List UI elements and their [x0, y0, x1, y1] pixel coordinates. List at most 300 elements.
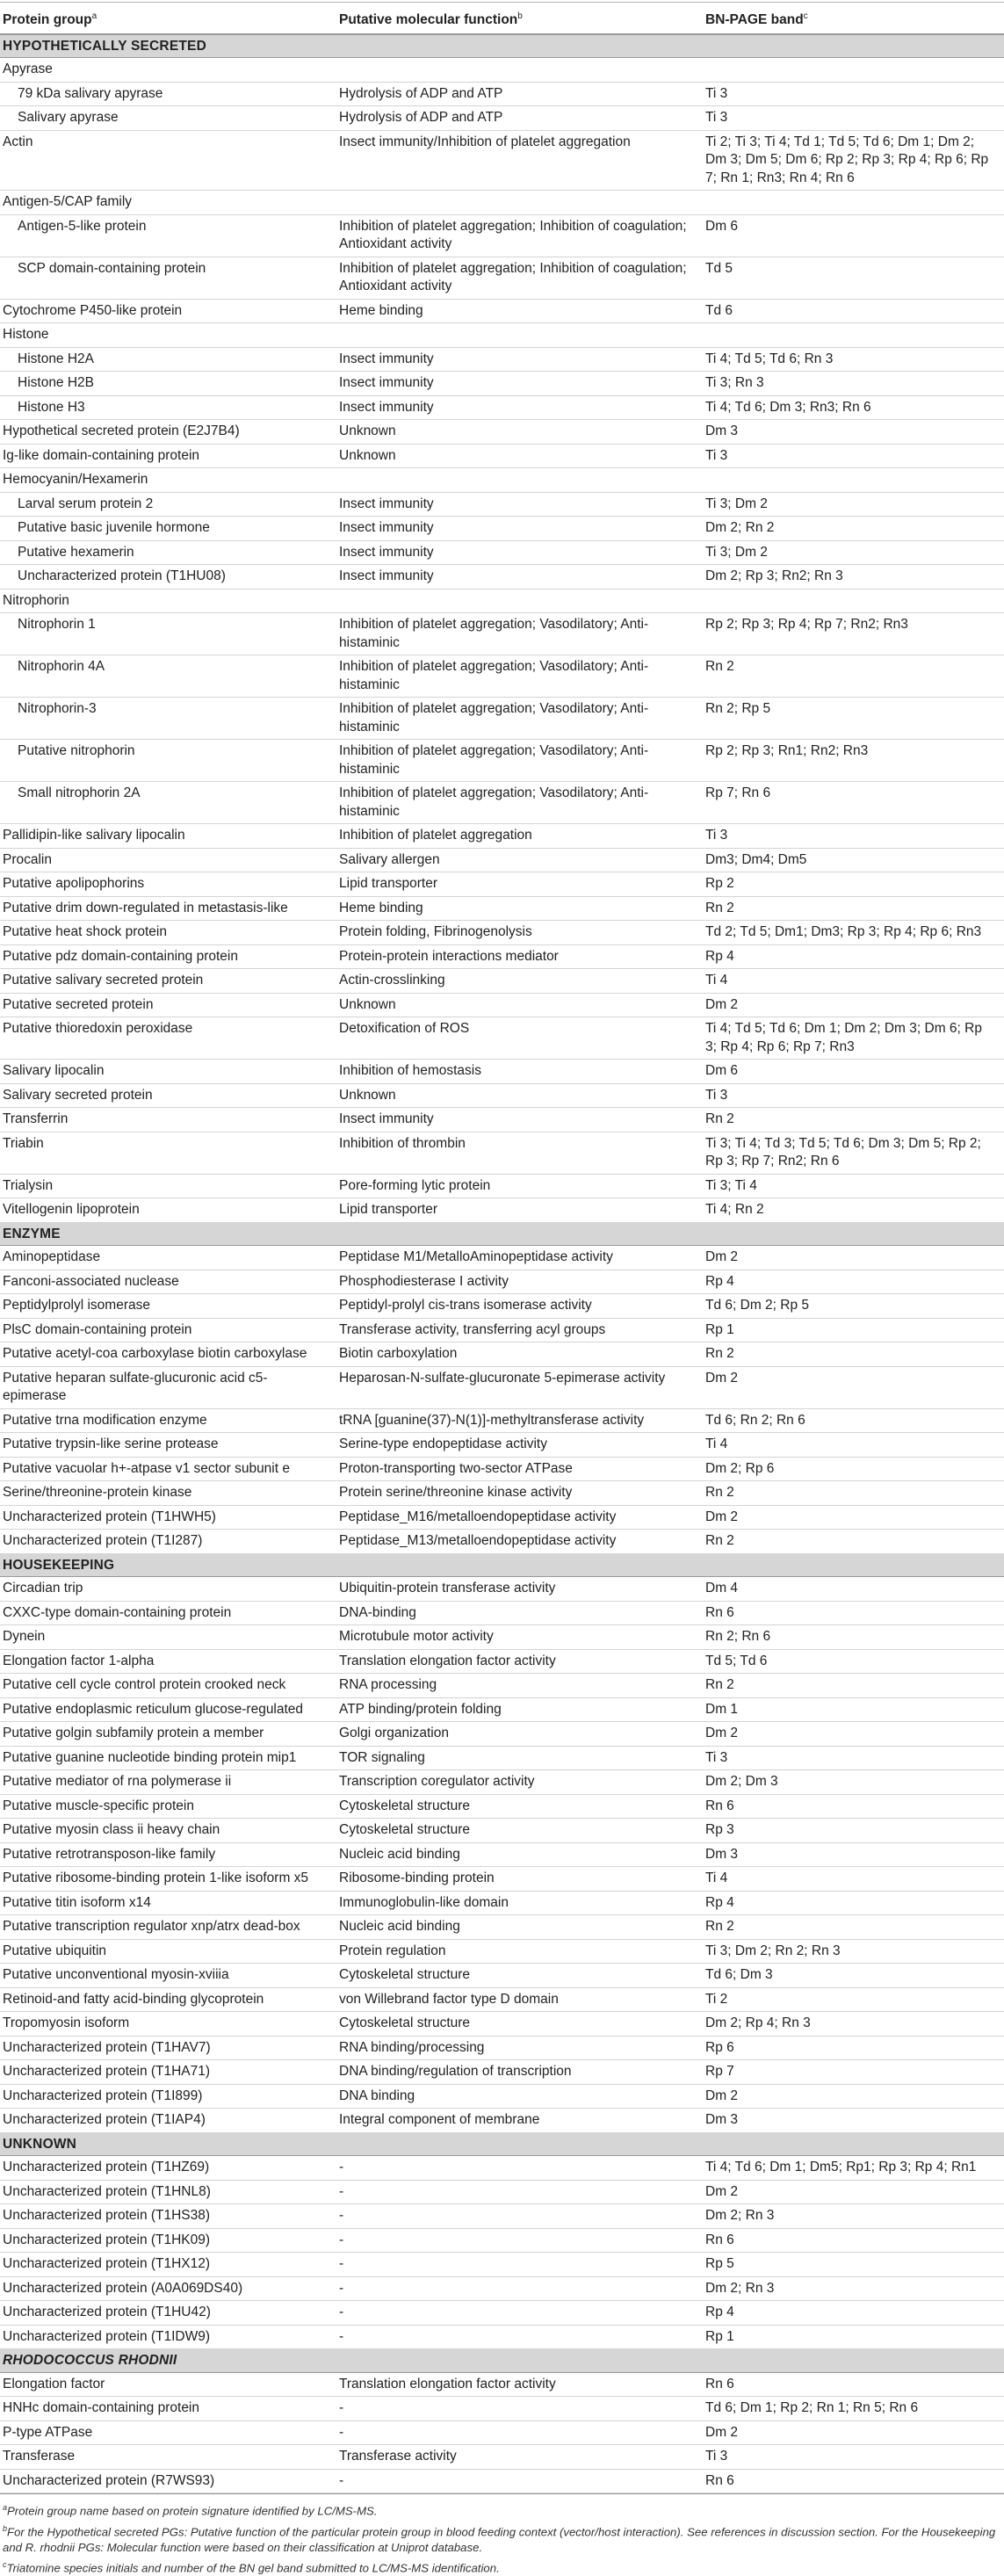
bn-page-band-cell: Rn 2	[703, 1674, 1004, 1698]
protein-group-cell: Putative unconventional myosin-xviiia	[0, 1964, 336, 1988]
section-title: HOUSEKEEPING	[0, 1553, 1004, 1577]
protein-group-cell: Ig-like domain-containing protein	[0, 444, 336, 468]
protein-group-cell: Actin	[0, 130, 336, 191]
molecular-function-cell: Unknown	[336, 1083, 703, 1108]
molecular-function-cell: Immunoglobulin-like domain	[336, 1891, 703, 1915]
table-row	[0, 740, 1004, 782]
bn-page-band-cell: Rn 6	[703, 2372, 1004, 2397]
molecular-function-cell: Insect immunity	[336, 492, 703, 517]
table-row	[0, 1964, 1004, 1988]
molecular-function-cell: Inhibition of hemostasis	[336, 1060, 703, 1084]
bn-page-band-cell: Td 5; Td 6	[703, 1649, 1004, 1674]
table-row	[0, 82, 1004, 106]
protein-group-cell: Hypothetical secreted protein (E2J7B4)	[0, 420, 336, 445]
bn-page-band-cell: Rn 2	[703, 1342, 1004, 1367]
bn-page-band-cell: Rn 6	[703, 1601, 1004, 1625]
bn-page-band-cell: Ti 3	[703, 2445, 1004, 2470]
molecular-function-cell: Pore-forming lytic protein	[336, 1174, 703, 1198]
bn-page-band-cell: Rn 2	[703, 1915, 1004, 1940]
table-row	[0, 782, 1004, 824]
bn-page-band-cell: Td 6	[703, 299, 1004, 323]
bn-page-band-cell: Ti 3	[703, 444, 1004, 468]
protein-group-cell: Circadian trip	[0, 1577, 336, 1602]
table-row	[0, 1108, 1004, 1132]
protein-group-cell: P-type ATPase	[0, 2420, 336, 2445]
table-row	[0, 540, 1004, 565]
protein-group-cell: Putative mediator of rna polymerase ii	[0, 1770, 336, 1795]
bn-page-band-cell: Dm 2	[703, 1505, 1004, 1530]
bn-page-band-cell: Ti 2	[703, 1987, 1004, 2012]
bn-page-band-cell: Rp 4	[703, 2301, 1004, 2326]
molecular-function-cell: Protein serine/threonine kinase activity	[336, 1481, 703, 1506]
table-row	[0, 1433, 1004, 1458]
protein-group-cell: CXXC-type domain-containing protein	[0, 1601, 336, 1625]
protein-group-cell: Putative secreted protein	[0, 993, 336, 1017]
table-row	[0, 1794, 1004, 1819]
table-row	[0, 2397, 1004, 2421]
molecular-function-cell: Unknown	[336, 993, 703, 1017]
table-row	[0, 257, 1004, 299]
header-bn-page-band: BN-PAGE band$^c$	[703, 3, 1004, 34]
bn-page-band-cell: Dm 3	[703, 2109, 1004, 2133]
protein-group-cell: Cytochrome P450-like protein	[0, 299, 336, 323]
table-row	[0, 2084, 1004, 2109]
table-row	[0, 565, 1004, 590]
table-row	[0, 58, 1004, 83]
table-row	[0, 1505, 1004, 1530]
molecular-function-cell: Translation elongation factor activity	[336, 1649, 703, 1674]
protein-group-cell: Putative guanine nucleotide binding protein mip1	[0, 1746, 336, 1770]
protein-group-cell: Putative heparan sulfate-glucuronic acid c5-epimerase	[0, 1366, 336, 1408]
protein-group-cell: Elongation factor 1-alpha	[0, 1649, 336, 1674]
molecular-function-cell: -	[336, 2325, 703, 2349]
molecular-function-cell: Cytoskeletal structure	[336, 2012, 703, 2037]
molecular-function-cell: Inhibition of platelet aggregation	[336, 824, 703, 849]
bn-page-band-cell: Dm 6	[703, 1060, 1004, 1084]
table-row	[0, 1746, 1004, 1770]
molecular-function-cell: -	[336, 2469, 703, 2493]
table-row	[0, 1915, 1004, 1940]
bn-page-band-cell: Dm 2	[703, 2084, 1004, 2109]
molecular-function-cell: Serine-type endopeptidase activity	[336, 1433, 703, 1458]
table-row	[0, 395, 1004, 420]
molecular-function-cell: ATP binding/protein folding	[336, 1697, 703, 1722]
table-row	[0, 655, 1004, 698]
table-row	[0, 1198, 1004, 1223]
molecular-function-cell: Ribosome-binding protein	[336, 1867, 703, 1892]
molecular-function-cell: Inhibition of platelet aggregation; Vasodilatory; Anti-histaminic	[336, 782, 703, 824]
table-row	[0, 130, 1004, 191]
table-row	[0, 2445, 1004, 2470]
bn-page-band-cell: Dm 2; Rp 3; Rn2; Rn 3	[703, 565, 1004, 590]
molecular-function-cell: Insect immunity	[336, 517, 703, 541]
molecular-function-cell: Proton-transporting two-sector ATPase	[336, 1457, 703, 1481]
bn-page-band-cell: Rn 2	[703, 655, 1004, 698]
bn-page-band-cell: Rp 2	[703, 872, 1004, 897]
bn-page-band-cell: Dm 2; Rn 2	[703, 517, 1004, 541]
protein-group-cell: Uncharacterized protein (T1IAP4)	[0, 2109, 336, 2133]
table-row	[0, 1697, 1004, 1722]
table-row	[0, 1867, 1004, 1892]
molecular-function-cell: -	[336, 2301, 703, 2326]
protein-group-cell: Nitrophorin-3	[0, 698, 336, 740]
protein-group-cell: Salivary secreted protein	[0, 1083, 336, 1108]
table-row	[0, 492, 1004, 517]
bn-page-band-cell: Ti 3	[703, 824, 1004, 849]
bn-page-band-cell: Ti 3; Ti 4	[703, 1174, 1004, 1198]
bn-page-band-cell: Rp 7; Rn 6	[703, 782, 1004, 824]
protein-group-cell: Uncharacterized protein (T1HX12)	[0, 2253, 336, 2277]
section-title: HYPOTHETICALLY SECRETED	[0, 34, 1004, 58]
protein-group-cell: Uncharacterized protein (T1HU42)	[0, 2301, 336, 2326]
bn-page-band-cell: Dm 2; Rp 6	[703, 1457, 1004, 1481]
molecular-function-cell: Protein folding, Fibrinogenolysis	[336, 921, 703, 945]
bn-page-band-cell: Ti 4; Td 6; Dm 3; Rn3; Rn 6	[703, 395, 1004, 420]
table-row	[0, 1577, 1004, 1602]
table-row	[0, 1366, 1004, 1408]
table-row	[0, 896, 1004, 921]
protein-group-cell: Antigen-5/CAP family	[0, 191, 336, 215]
footnote	[3, 2521, 1001, 2556]
molecular-function-cell: Transcription coregulator activity	[336, 1770, 703, 1795]
molecular-function-cell: Biotin carboxylation	[336, 1342, 703, 1367]
protein-group-cell: Putative endoplasmic reticulum glucose-regulated	[0, 1697, 336, 1722]
molecular-function-cell: Salivary allergen	[336, 848, 703, 872]
molecular-function-cell: Lipid transporter	[336, 872, 703, 897]
protein-group-cell: Peptidylprolyl isomerase	[0, 1294, 336, 1319]
protein-group-cell: Putative apolipophorins	[0, 872, 336, 897]
bn-page-band-cell: Td 6; Dm 1; Rp 2; Rn 1; Rn 5; Rn 6	[703, 2397, 1004, 2421]
table-row	[0, 444, 1004, 468]
bn-page-band-cell: Ti 4; Rn 2	[703, 1198, 1004, 1223]
bn-page-band-cell: Rp 2; Rp 3; Rn1; Rn2; Rn3	[703, 740, 1004, 782]
bn-page-band-cell: Rn 6	[703, 2469, 1004, 2493]
protein-group-cell: Uncharacterized protein (T1HS38)	[0, 2204, 336, 2229]
protein-group-cell: Putative drim down-regulated in metastasis-like	[0, 896, 336, 921]
protein-group-cell: Uncharacterized protein (T1I899)	[0, 2084, 336, 2109]
molecular-function-cell: Transferase activity, transferring acyl groups	[336, 1318, 703, 1342]
protein-group-cell: Putative vacuolar h+-atpase v1 sector subunit e	[0, 1457, 336, 1481]
table-row	[0, 1939, 1004, 1964]
table-footnotes	[0, 2493, 1004, 2576]
protein-group-cell: Putative pdz domain-containing protein	[0, 944, 336, 969]
molecular-function-cell: Inhibition of platelet aggregation; Vasodilatory; Anti-histaminic	[336, 655, 703, 698]
protein-group-cell: Uncharacterized protein (T1I287)	[0, 1530, 336, 1554]
molecular-function-cell: -	[336, 2156, 703, 2181]
table-row	[0, 2204, 1004, 2229]
bn-page-band-cell: Rp 4	[703, 1891, 1004, 1915]
protein-group-cell: Putative nitrophorin	[0, 740, 336, 782]
molecular-function-cell: Unknown	[336, 444, 703, 468]
table-row	[0, 1481, 1004, 1506]
bn-page-band-cell: Rp 4	[703, 1270, 1004, 1294]
protein-group-cell: Antigen-5-like protein	[0, 214, 336, 257]
table-row	[0, 2060, 1004, 2085]
section-header	[0, 2349, 1004, 2373]
table-row	[0, 2420, 1004, 2445]
molecular-function-cell: Inhibition of platelet aggregation; Vasodilatory; Anti-histaminic	[336, 698, 703, 740]
molecular-function-cell: Inhibition of platelet aggregation; Vasodilatory; Anti-histaminic	[336, 613, 703, 655]
table-row	[0, 1342, 1004, 1367]
table-row	[0, 824, 1004, 849]
bn-page-band-cell: Dm 2; Rn 3	[703, 2204, 1004, 2229]
molecular-function-cell: Integral component of membrane	[336, 2109, 703, 2133]
table-row	[0, 2012, 1004, 2037]
table-row	[0, 993, 1004, 1017]
molecular-function-cell: DNA-binding	[336, 1601, 703, 1625]
protein-group-cell: Histone	[0, 323, 336, 348]
molecular-function-cell: -	[336, 2180, 703, 2204]
molecular-function-cell: Cytoskeletal structure	[336, 1964, 703, 1988]
molecular-function-cell	[336, 58, 703, 83]
protein-group-cell: Putative cell cycle control protein crooked neck	[0, 1674, 336, 1698]
table-row	[0, 1457, 1004, 1481]
protein-group-cell: Putative muscle-specific protein	[0, 1794, 336, 1819]
protein-group-cell: Putative myosin class ii heavy chain	[0, 1819, 336, 1843]
footnote-text: Protein group name based on protein signature identified by LC/MS-MS.	[7, 2504, 378, 2518]
bn-page-band-cell: Rn 6	[703, 1794, 1004, 1819]
protein-group-cell: Larval serum protein 2	[0, 492, 336, 517]
molecular-function-cell: Insect immunity/Inhibition of platelet aggregation	[336, 130, 703, 191]
table-row	[0, 299, 1004, 323]
bn-page-band-cell: Ti 4	[703, 969, 1004, 994]
protein-group-table	[0, 2, 1004, 2493]
protein-group-cell: SCP domain-containing protein	[0, 257, 336, 299]
bn-page-band-cell: Ti 3; Dm 2	[703, 492, 1004, 517]
protein-group-cell: Tropomyosin isoform	[0, 2012, 336, 2037]
protein-group-cell: Uncharacterized protein (T1HZ69)	[0, 2156, 336, 2181]
bn-page-band-cell: Td 5	[703, 257, 1004, 299]
protein-group-cell: Putative retrotransposon-like family	[0, 1842, 336, 1867]
header-protein-group: Protein group$^a$	[0, 3, 336, 34]
molecular-function-cell: Microtubule motor activity	[336, 1625, 703, 1650]
bn-page-band-cell: Rn 2	[703, 1530, 1004, 1554]
section-title: RHODOCOCCUS RHODNII	[0, 2349, 1004, 2373]
bn-page-band-cell: Ti 4; Td 5; Td 6; Rn 3	[703, 347, 1004, 372]
protein-group-cell: Uncharacterized protein (T1HU08)	[0, 565, 336, 590]
protein-group-cell: HNHc domain-containing protein	[0, 2397, 336, 2421]
molecular-function-cell: Hydrolysis of ADP and ATP	[336, 106, 703, 131]
molecular-function-cell: Golgi organization	[336, 1722, 703, 1747]
protein-group-cell: Histone H2A	[0, 347, 336, 372]
molecular-function-cell: Insect immunity	[336, 372, 703, 396]
bn-page-band-cell: Rp 1	[703, 1318, 1004, 1342]
bn-page-band-cell: Td 6; Dm 3	[703, 1964, 1004, 1988]
table-row	[0, 2301, 1004, 2326]
table-row	[0, 1722, 1004, 1747]
molecular-function-cell: RNA processing	[336, 1674, 703, 1698]
molecular-function-cell: Peptidase_M16/metalloendopeptidase activity	[336, 1505, 703, 1530]
protein-group-cell: Elongation factor	[0, 2372, 336, 2397]
bn-page-band-cell: Dm 1	[703, 1697, 1004, 1722]
bn-page-band-cell: Rp 1	[703, 2325, 1004, 2349]
bn-page-band-cell	[703, 323, 1004, 348]
molecular-function-cell: tRNA [guanine(37)-N(1)]-methyltransferase activity	[336, 1408, 703, 1433]
protein-group-cell: Hemocyanin/Hexamerin	[0, 468, 336, 493]
table-row	[0, 1132, 1004, 1174]
bn-page-band-cell: Td 6; Rn 2; Rn 6	[703, 1408, 1004, 1433]
protein-group-cell: Putative trypsin-like serine protease	[0, 1433, 336, 1458]
molecular-function-cell: Heme binding	[336, 896, 703, 921]
protein-group-cell: Putative transcription regulator xnp/atrx dead-box	[0, 1915, 336, 1940]
bn-page-band-cell: Rp 2; Rp 3; Rp 4; Rp 7; Rn2; Rn3	[703, 613, 1004, 655]
protein-group-cell: Apyrase	[0, 58, 336, 83]
bn-page-band-cell: Rn 2	[703, 1481, 1004, 1506]
molecular-function-cell: Detoxification of ROS	[336, 1017, 703, 1060]
table-row	[0, 1270, 1004, 1294]
molecular-function-cell: -	[336, 2228, 703, 2253]
protein-group-cell: Procalin	[0, 848, 336, 872]
molecular-function-cell: -	[336, 2276, 703, 2301]
protein-group-cell: Putative heat shock protein	[0, 921, 336, 945]
table-row	[0, 323, 1004, 348]
section-title: UNKNOWN	[0, 2132, 1004, 2156]
table-body	[0, 34, 1004, 2493]
protein-group-cell: Fanconi-associated nuclease	[0, 1270, 336, 1294]
table-row	[0, 2325, 1004, 2349]
protein-group-cell: Putative salivary secreted protein	[0, 969, 336, 994]
table-row	[0, 1891, 1004, 1915]
bn-page-band-cell: Dm 2	[703, 1722, 1004, 1747]
molecular-function-cell: Protein-protein interactions mediator	[336, 944, 703, 969]
molecular-function-cell: Insect immunity	[336, 565, 703, 590]
bn-page-band-cell: Dm3; Dm4; Dm5	[703, 848, 1004, 872]
protein-group-cell: Putative thioredoxin peroxidase	[0, 1017, 336, 1060]
molecular-function-cell: TOR signaling	[336, 1746, 703, 1770]
protein-group-cell: Salivary lipocalin	[0, 1060, 336, 1084]
molecular-function-cell	[336, 323, 703, 348]
protein-group-cell: Aminopeptidase	[0, 1246, 336, 1270]
table-row	[0, 106, 1004, 131]
table-row	[0, 2372, 1004, 2397]
bn-page-band-cell: Ti 4; Td 5; Td 6; Dm 1; Dm 2; Dm 3; Dm 6; Rp 3; Rp 4; Rp 6; Rp 7; Rn3	[703, 1017, 1004, 1060]
table-row	[0, 1987, 1004, 2012]
bn-page-band-cell: Rp 6	[703, 2036, 1004, 2060]
bn-page-band-cell: Ti 4; Td 6; Dm 1; Dm5; Rp1; Rp 3; Rp 4; Rn1	[703, 2156, 1004, 2181]
molecular-function-cell: Protein regulation	[336, 1939, 703, 1964]
molecular-function-cell: Peptidase M1/MetalloAminopeptidase activity	[336, 1246, 703, 1270]
footnote	[3, 2557, 1001, 2576]
molecular-function-cell: Heparosan-N-sulfate-glucuronate 5-epimerase activity	[336, 1366, 703, 1408]
bn-page-band-cell: Ti 3	[703, 106, 1004, 131]
protein-group-cell: Transferase	[0, 2445, 336, 2470]
bn-page-band-cell	[703, 589, 1004, 613]
footnote-marker: b	[3, 2523, 8, 2533]
table-row	[0, 420, 1004, 445]
protein-group-cell: Nitrophorin 1	[0, 613, 336, 655]
molecular-function-cell: -	[336, 2253, 703, 2277]
molecular-function-cell: Lipid transporter	[336, 1198, 703, 1223]
bn-page-band-cell: Rp 7	[703, 2060, 1004, 2085]
table-row	[0, 589, 1004, 613]
protein-group-cell: Retinoid-and fatty acid-binding glycoprotein	[0, 1987, 336, 2012]
bn-page-band-cell: Td 2; Td 5; Dm1; Dm3; Rp 3; Rp 4; Rp 6; Rn3	[703, 921, 1004, 945]
table-row	[0, 1318, 1004, 1342]
bn-page-band-cell: Dm 3	[703, 420, 1004, 445]
protein-group-cell: Uncharacterized protein (T1HAV7)	[0, 2036, 336, 2060]
protein-group-cell: Uncharacterized protein (R7WS93)	[0, 2469, 336, 2493]
molecular-function-cell: von Willebrand factor type D domain	[336, 1987, 703, 2012]
bn-page-band-cell	[703, 468, 1004, 493]
protein-group-cell: Uncharacterized protein (T1IDW9)	[0, 2325, 336, 2349]
table-header-row	[0, 3, 1004, 34]
table-row	[0, 372, 1004, 396]
table-row	[0, 347, 1004, 372]
bn-page-band-cell: Ti 3; Dm 2	[703, 540, 1004, 565]
bn-page-band-cell: Ti 3; Dm 2; Rn 2; Rn 3	[703, 1939, 1004, 1964]
protein-group-cell: Triabin	[0, 1132, 336, 1174]
bn-page-band-cell: Rn 6	[703, 2228, 1004, 2253]
molecular-function-cell	[336, 589, 703, 613]
bn-page-band-cell: Rp 5	[703, 2253, 1004, 2277]
bn-page-band-cell: Rn 2; Rp 5	[703, 698, 1004, 740]
header-molecular-function: Putative molecular function$^b$	[336, 3, 703, 34]
molecular-function-cell: Unknown	[336, 420, 703, 445]
bn-page-band-cell: Ti 3	[703, 82, 1004, 106]
bn-page-band-cell: Ti 4	[703, 1867, 1004, 1892]
table-row	[0, 1819, 1004, 1843]
section-header	[0, 1222, 1004, 1246]
molecular-function-cell: Insect immunity	[336, 347, 703, 372]
footnote-marker: a	[3, 2503, 8, 2513]
table-row	[0, 921, 1004, 945]
bn-page-band-cell: Dm 2	[703, 1366, 1004, 1408]
bn-page-band-cell: Ti 3	[703, 1083, 1004, 1108]
molecular-function-cell: Inhibition of thrombin	[336, 1132, 703, 1174]
protein-group-cell: Uncharacterized protein (A0A069DS40)	[0, 2276, 336, 2301]
protein-group-cell: Putative acetyl-coa carboxylase biotin carboxylase	[0, 1342, 336, 1367]
molecular-function-cell: Insect immunity	[336, 395, 703, 420]
molecular-function-cell: Peptidyl-prolyl cis-trans isomerase activity	[336, 1294, 703, 1319]
protein-group-cell: Putative ribosome-binding protein 1-like isoform x5	[0, 1867, 336, 1892]
table-row	[0, 848, 1004, 872]
table-row	[0, 2156, 1004, 2181]
protein-group-cell: 79 kDa salivary apyrase	[0, 82, 336, 106]
footnote-text: Triatomine species initials and number of the BN gel band submitted to LC/MS-MS identification.	[6, 2561, 500, 2575]
protein-group-cell: Uncharacterized protein (T1HNL8)	[0, 2180, 336, 2204]
table-row	[0, 2228, 1004, 2253]
protein-group-cell: Serine/threonine-protein kinase	[0, 1481, 336, 1506]
table-row	[0, 698, 1004, 740]
bn-page-band-cell: Dm 2	[703, 2420, 1004, 2445]
table-row	[0, 1174, 1004, 1198]
bn-page-band-cell: Rp 4	[703, 944, 1004, 969]
section-header	[0, 2132, 1004, 2156]
table-row	[0, 969, 1004, 994]
bn-page-band-cell: Ti 3; Ti 4; Td 3; Td 5; Td 6; Dm 3; Dm 5; Rp 2; Rp 3; Rp 7; Rn2; Rn 6	[703, 1132, 1004, 1174]
table-row	[0, 1408, 1004, 1433]
molecular-function-cell: Cytoskeletal structure	[336, 1819, 703, 1843]
table-row	[0, 2276, 1004, 2301]
table-row	[0, 944, 1004, 969]
protein-group-cell: Salivary apyrase	[0, 106, 336, 131]
molecular-function-cell: Nucleic acid binding	[336, 1842, 703, 1867]
footnote	[3, 2500, 1001, 2519]
bn-page-band-cell: Dm 2	[703, 1246, 1004, 1270]
protein-group-cell: Dynein	[0, 1625, 336, 1650]
bn-page-band-cell: Rp 3	[703, 1819, 1004, 1843]
bn-page-band-cell: Dm 2; Rp 4; Rn 3	[703, 2012, 1004, 2037]
molecular-function-cell: RNA binding/processing	[336, 2036, 703, 2060]
table-row	[0, 2180, 1004, 2204]
protein-group-cell: PlsC domain-containing protein	[0, 1318, 336, 1342]
table-row	[0, 1294, 1004, 1319]
section-header	[0, 1553, 1004, 1577]
protein-group-cell: Uncharacterized protein (T1HK09)	[0, 2228, 336, 2253]
bn-page-band-cell: Ti 4	[703, 1433, 1004, 1458]
table-row	[0, 1625, 1004, 1650]
protein-group-cell: Vitellogenin lipoprotein	[0, 1198, 336, 1223]
